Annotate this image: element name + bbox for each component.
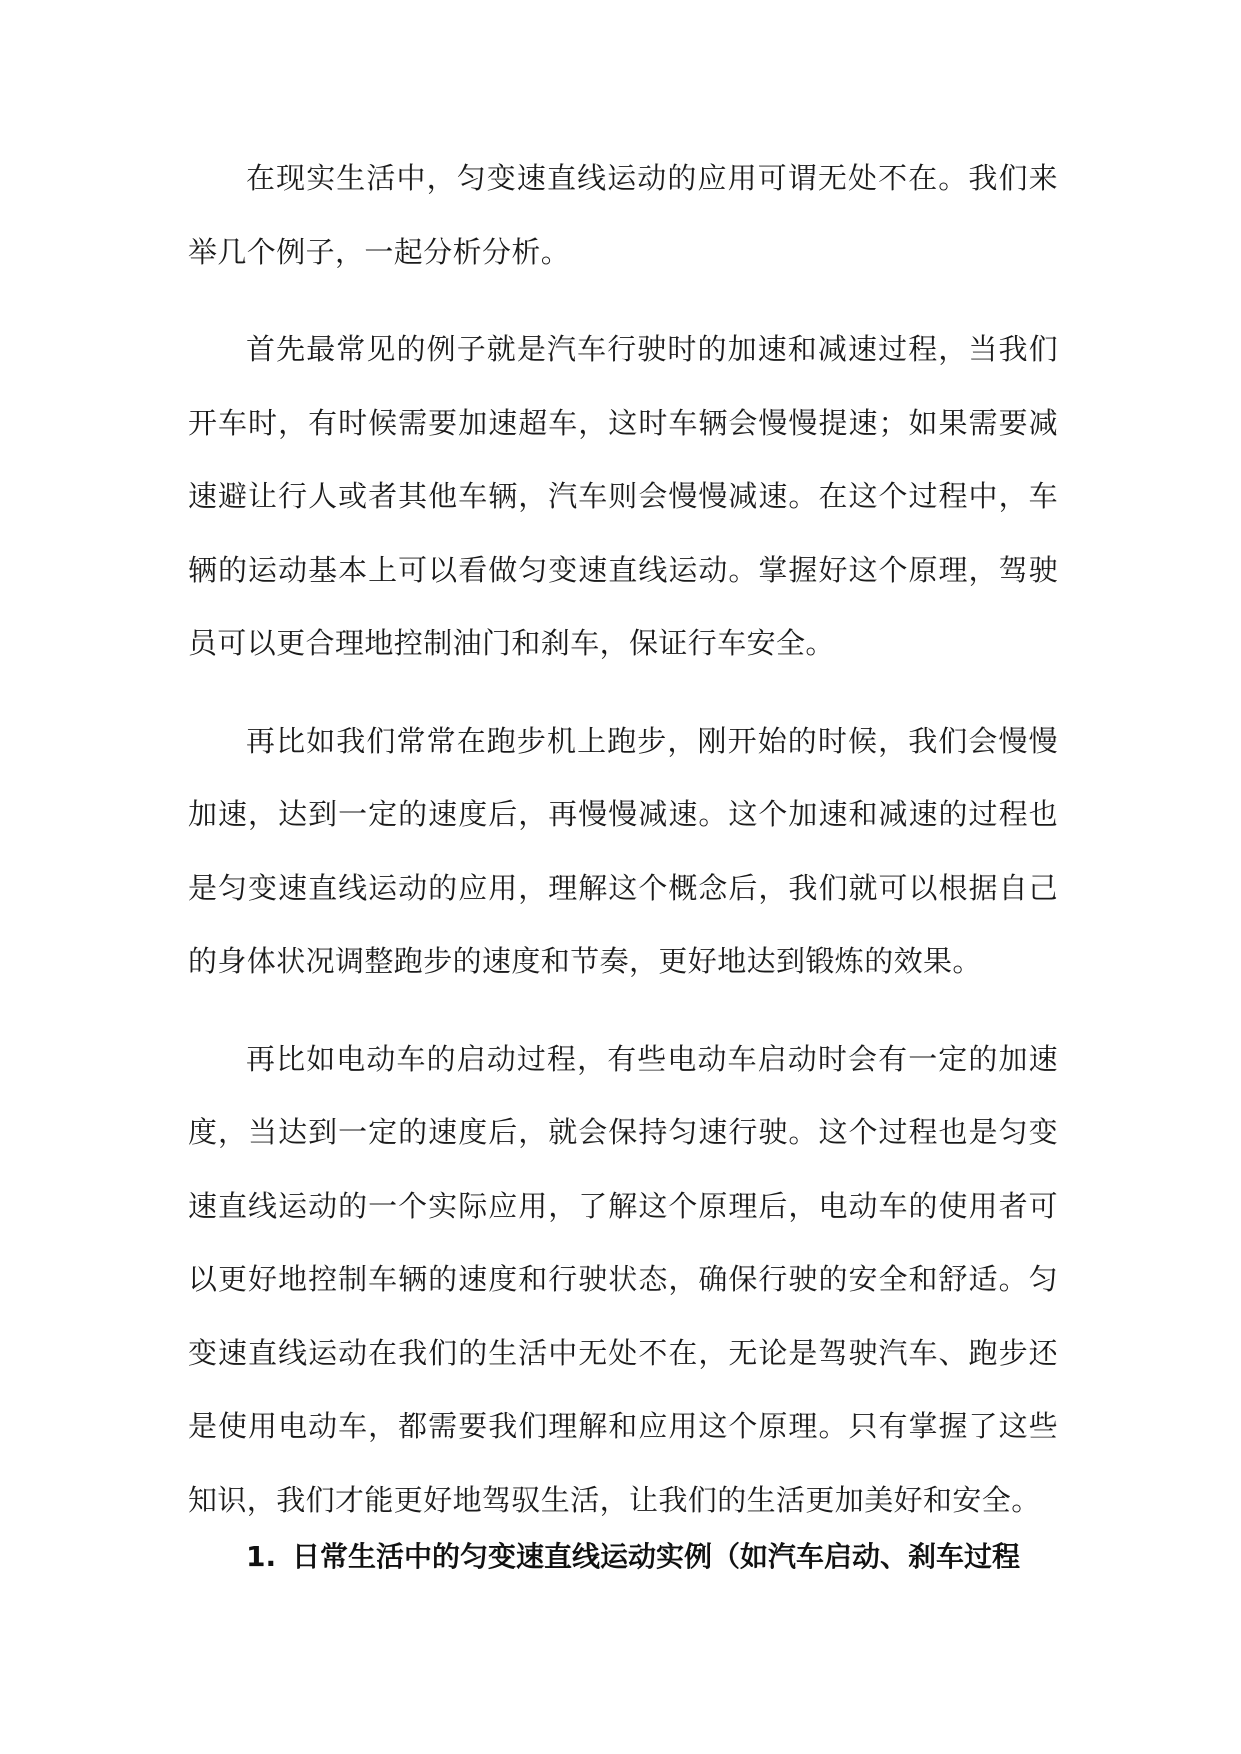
paragraph-treadmill-example: 再比如我们常常在跑步机上跑步，刚开始的时候，我们会慢慢加速，达到一定的速度后，再慢慢减速。这个加速和减速的过程也是匀变速直线运动的应用，理解这个概念后，我们就可以根据自己的身体状况调整跑步的速度和节奏，更好地达到锻炼的效果。 bbox=[188, 723, 1058, 978]
document-body bbox=[188, 142, 1058, 1561]
section-heading bbox=[246, 1537, 1076, 1577]
paragraph-intro: 在现实生活中，匀变速直线运动的应用可谓无处不在。我们来举几个例子，一起分析分析。 bbox=[188, 161, 1058, 269]
section-number: 1. bbox=[246, 1540, 277, 1573]
section-title: 日常生活中的匀变速直线运动实例（如汽车启动、刹车过程 bbox=[292, 1540, 1021, 1573]
paragraph-ebike-example: 再比如电动车的启动过程，有些电动车启动时会有一定的加速度，当达到一定的速度后，就会保持匀速行驶。这个过程也是匀变速直线运动的一个实际应用，了解这个原理后，电动车的使用者可以更好地控制车辆的速度和行驶状态，确保行驶的安全和舒适。匀变速直线运动在我们的生活中无处不在，无论是驾驶汽车、跑步还是使用电动车，都需要我们理解和应用这个原理。只有掌握了这些知识，我们才能更好地驾驭生活，让我们的生活更加美好和安全。 bbox=[188, 1041, 1058, 1517]
paragraph-car-example: 首先最常见的例子就是汽车行驶时的加速和减速过程，当我们开车时，有时候需要加速超车，这时车辆会慢慢提速；如果需要减速避让行人或者其他车辆，汽车则会慢慢减速。在这个过程中，车辆的运动基本上可以看做匀变速直线运动。掌握好这个原理，驾驶员可以更合理地控制油门和刹车，保证行车安全。 bbox=[188, 332, 1058, 660]
